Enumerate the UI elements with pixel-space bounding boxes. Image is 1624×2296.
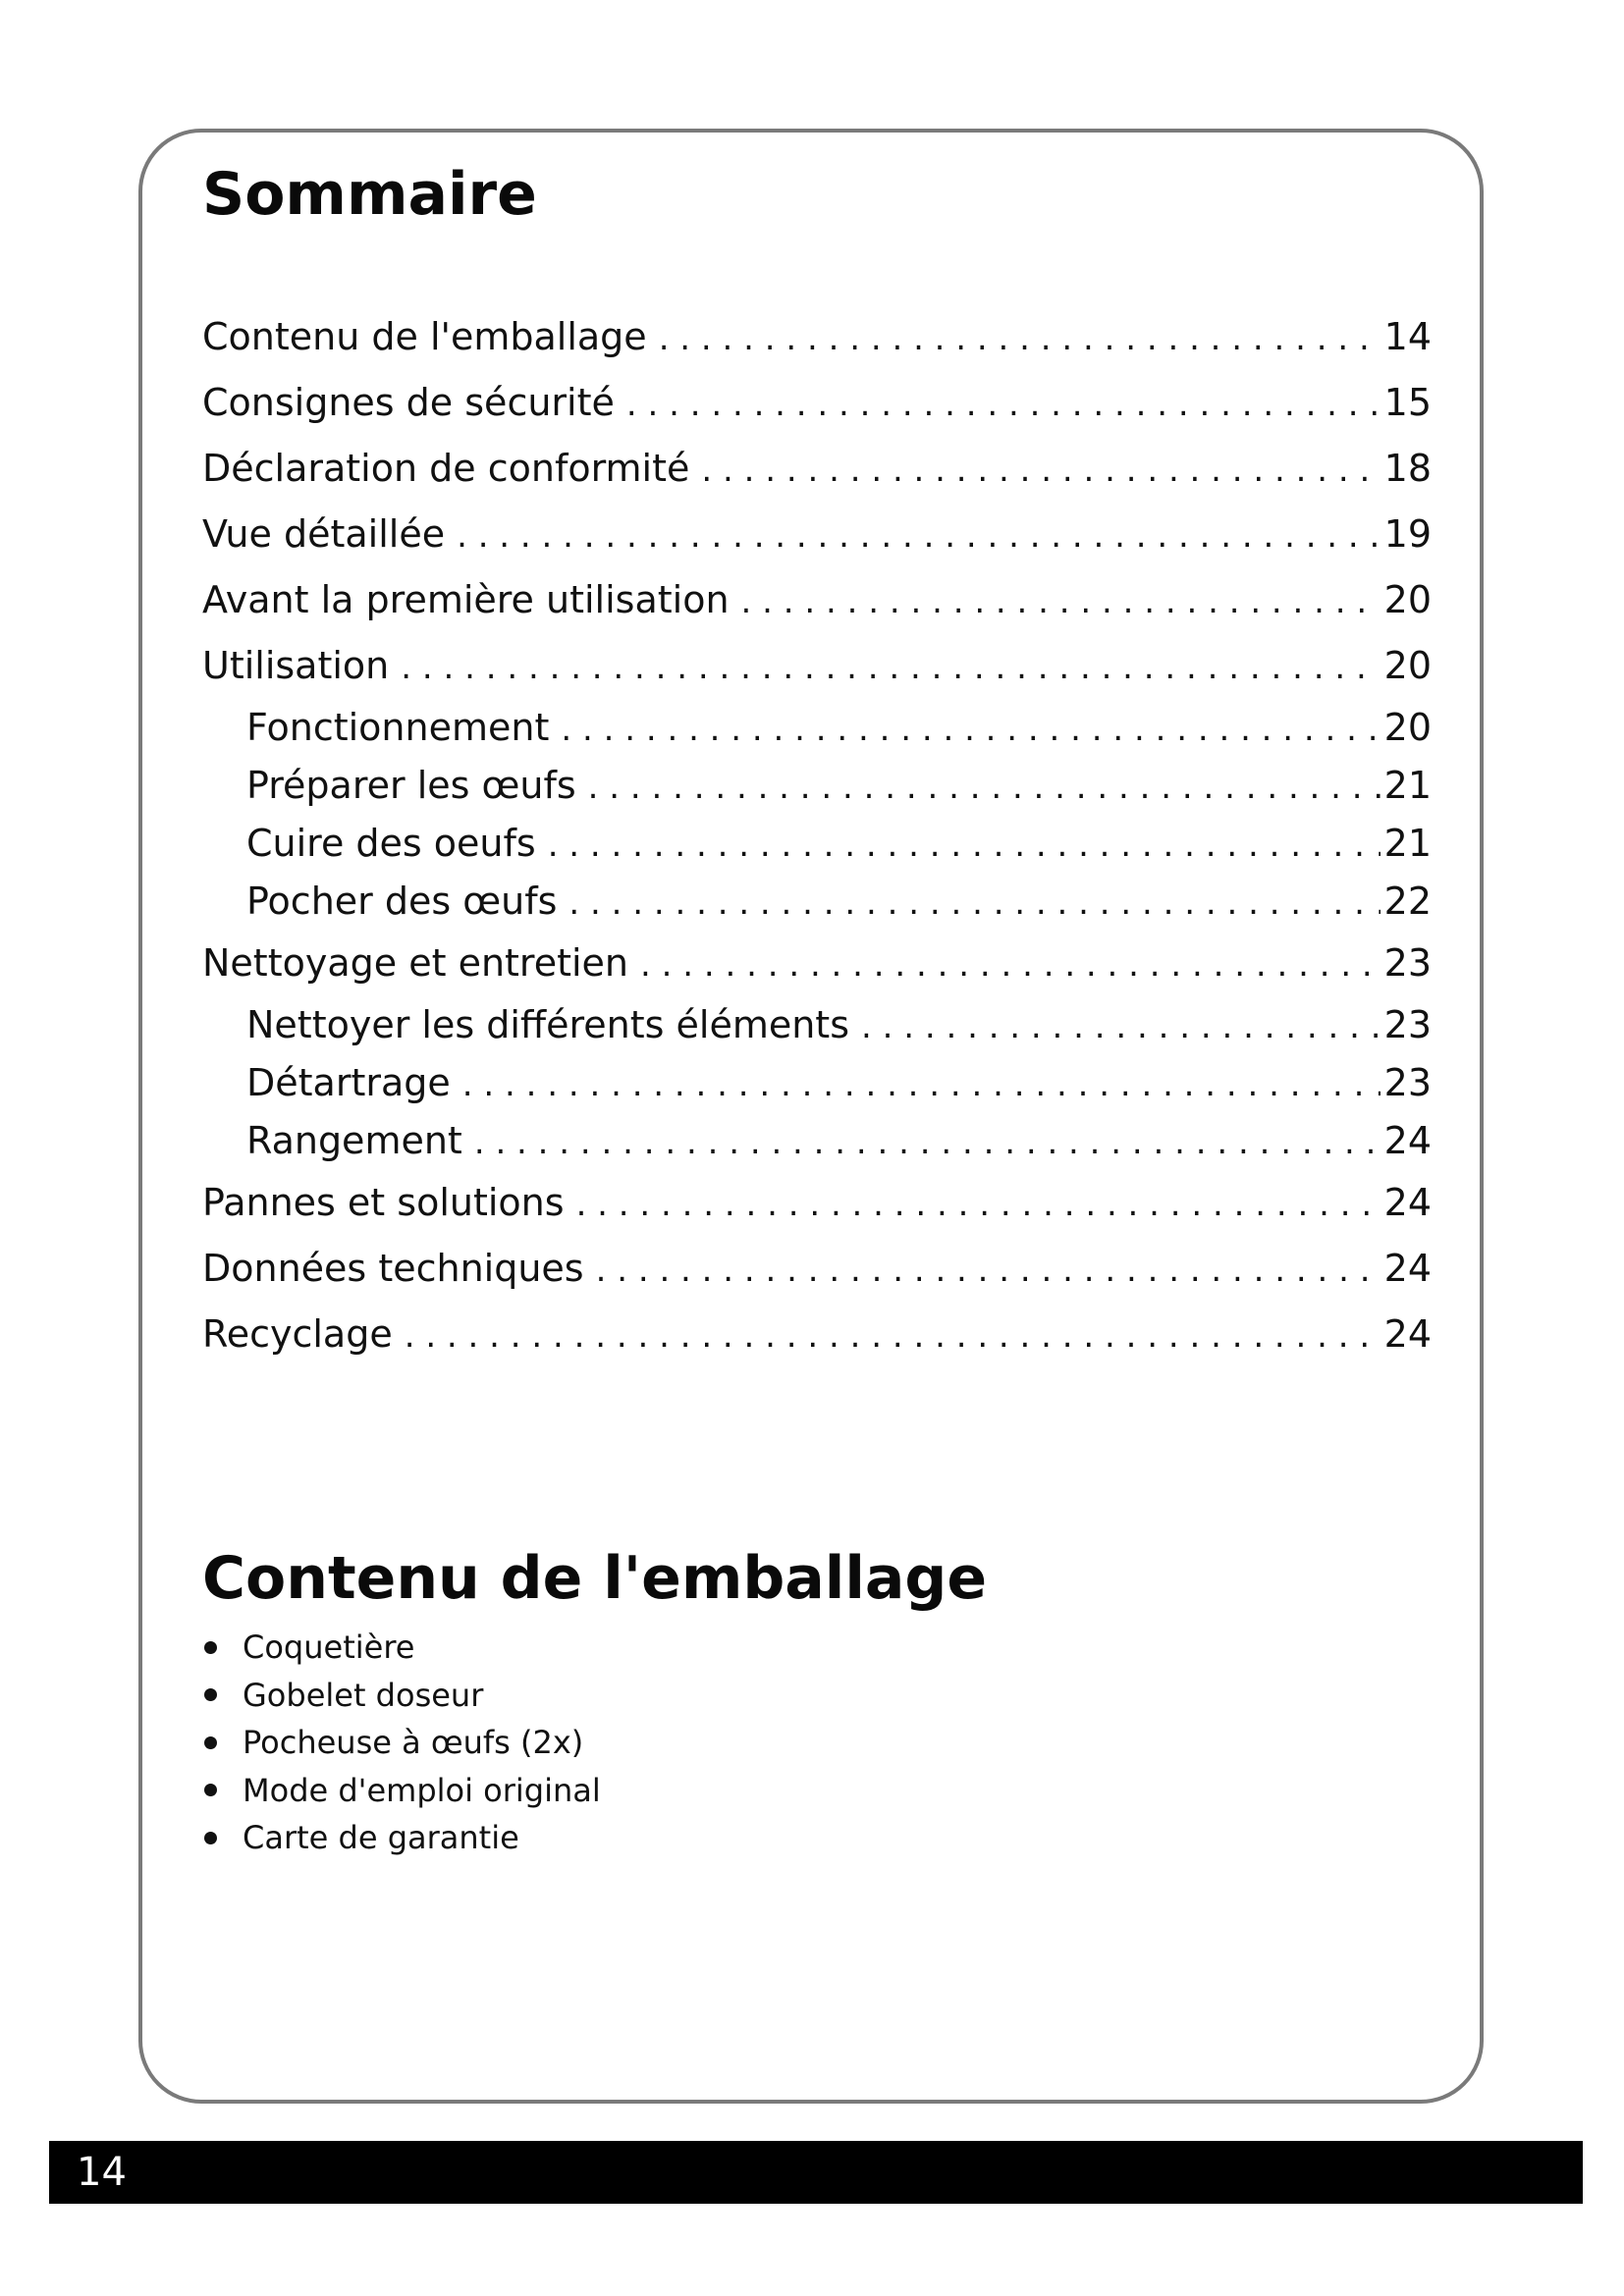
toc-entry [202, 633, 1432, 699]
toc-leader-dots [701, 438, 1380, 504]
footer-bar [49, 2141, 1583, 2204]
list-item-label: Pocheuse à œufs (2x) [243, 1724, 584, 1762]
toc-title: Sommaire [202, 160, 537, 229]
toc-leader-dots [405, 1304, 1380, 1369]
toc-entry-page: 21 [1383, 764, 1432, 807]
toc-entry [202, 1236, 1432, 1302]
toc-entry-page: 18 [1383, 447, 1432, 490]
toc-entry-label: Fonctionnement [246, 706, 550, 749]
contents-title: Contenu de l'emballage [202, 1544, 988, 1613]
toc-entry [202, 931, 1432, 996]
toc-entry-label: Nettoyage et entretien [202, 941, 629, 985]
toc-entry-page: 20 [1383, 644, 1432, 687]
toc-entry-label: Rangement [246, 1119, 462, 1162]
toc-entry-page: 20 [1383, 578, 1432, 621]
toc-subentry [202, 815, 1432, 873]
toc-entry-page: 24 [1383, 1312, 1432, 1356]
package-contents-list [202, 1624, 601, 1862]
list-item [202, 1672, 601, 1720]
list-item-label: Gobelet doseur [243, 1676, 484, 1714]
toc-leader-dots [596, 1238, 1380, 1304]
toc-entry-label: Consignes de sécurité [202, 381, 615, 424]
page-number: 14 [77, 2150, 127, 2195]
toc-subentry [202, 873, 1432, 931]
list-item [202, 1624, 601, 1672]
toc-leader-dots [640, 933, 1380, 998]
toc-leader-dots [457, 504, 1380, 569]
toc-entry-label: Pocher des œufs [246, 880, 558, 923]
toc-entry-label: Données techniques [202, 1247, 584, 1290]
list-item-label: Coquetière [243, 1629, 415, 1667]
bullet-icon [204, 1641, 217, 1654]
toc-leader-dots [741, 569, 1380, 635]
list-item-label: Carte de garantie [243, 1819, 519, 1857]
toc-subentry [202, 996, 1432, 1054]
table-of-contents [202, 304, 1432, 1367]
bullet-icon [204, 1832, 217, 1844]
toc-entry [202, 502, 1432, 567]
bullet-icon [204, 1784, 217, 1796]
toc-leader-dots [861, 998, 1380, 1056]
toc-entry [202, 1302, 1432, 1367]
toc-leader-dots [401, 635, 1380, 701]
toc-entry-label: Préparer les œufs [246, 764, 576, 807]
toc-leader-dots [626, 372, 1380, 438]
toc-entry-page: 24 [1383, 1181, 1432, 1224]
toc-entry-label: Utilisation [202, 644, 390, 687]
toc-entry-label: Vue détaillée [202, 512, 446, 556]
list-item-label: Mode d'emploi original [243, 1771, 601, 1809]
toc-subentry [202, 757, 1432, 815]
toc-entry-page: 14 [1383, 315, 1432, 358]
toc-entry-label: Détartrage [246, 1061, 451, 1104]
toc-entry-page: 19 [1383, 512, 1432, 556]
toc-entry-page: 22 [1383, 880, 1432, 923]
toc-entry-page: 23 [1383, 941, 1432, 985]
toc-entry [202, 567, 1432, 633]
toc-entry-label: Cuire des oeufs [246, 822, 536, 865]
list-item [202, 1767, 601, 1815]
toc-entry-label: Nettoyer les différents éléments [246, 1003, 849, 1046]
toc-entry-page: 21 [1383, 822, 1432, 865]
toc-leader-dots [588, 759, 1380, 817]
toc-entry [202, 370, 1432, 436]
toc-leader-dots [561, 701, 1380, 759]
toc-leader-dots [548, 817, 1380, 875]
toc-entry-label: Pannes et solutions [202, 1181, 565, 1224]
toc-leader-dots [568, 875, 1380, 933]
toc-entry-label: Avant la première utilisation [202, 578, 730, 621]
list-item [202, 1814, 601, 1862]
toc-entry [202, 1170, 1432, 1236]
toc-leader-dots [462, 1056, 1380, 1114]
toc-entry-page: 24 [1383, 1119, 1432, 1162]
bullet-icon [204, 1688, 217, 1701]
toc-entry [202, 304, 1432, 370]
bullet-icon [204, 1736, 217, 1749]
toc-subentry [202, 1054, 1432, 1112]
toc-entry-page: 23 [1383, 1003, 1432, 1046]
toc-entry-label: Contenu de l'emballage [202, 315, 647, 358]
toc-entry-page: 20 [1383, 706, 1432, 749]
toc-entry-page: 15 [1383, 381, 1432, 424]
toc-entry-label: Déclaration de conformité [202, 447, 690, 490]
toc-entry [202, 436, 1432, 502]
toc-leader-dots [659, 306, 1380, 372]
toc-leader-dots [576, 1172, 1380, 1238]
toc-leader-dots [474, 1114, 1380, 1172]
toc-subentry [202, 699, 1432, 757]
toc-entry-page: 23 [1383, 1061, 1432, 1104]
toc-entry-page: 24 [1383, 1247, 1432, 1290]
list-item [202, 1719, 601, 1767]
toc-subentry [202, 1112, 1432, 1170]
toc-entry-label: Recyclage [202, 1312, 393, 1356]
